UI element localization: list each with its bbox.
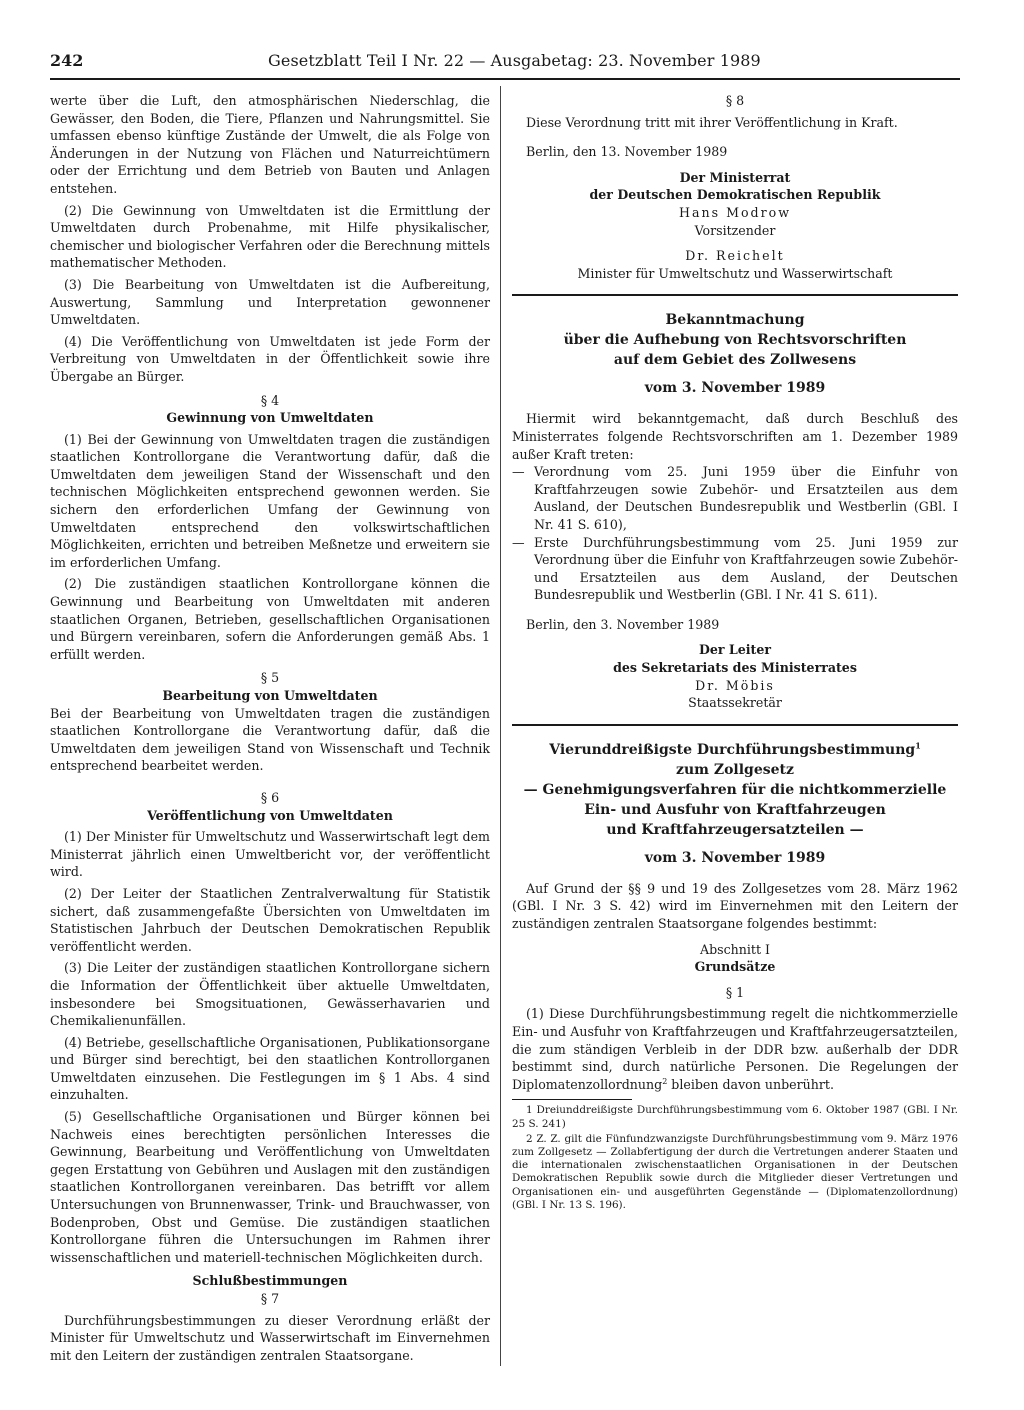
- section-title: Gewinnung von Umweltdaten: [166, 410, 374, 426]
- paragraph: (2) Die Gewinnung von Umweltdaten ist die Ermittlung der Umweltdaten durch Probenahme, mit Hilfe physikalischer, chemischer und biologischer Verfahren oder die Berechnung mittels mathematischer Methoden.: [50, 202, 490, 271]
- signatory-organ: des Sekretariats des Ministerrates: [613, 660, 857, 676]
- regulation-title: — Genehmigungsverfahren für die nichtkommerzielle: [523, 781, 947, 798]
- paragraph: (2) Der Leiter der Staatlichen Zentralverwaltung für Statistik sichert, daß zusammengefaßte Übersichten von Umweltdaten im Statistischen Jahrbuch der Deutschen Demokratischen Republik veröffentlicht werden.: [50, 885, 490, 954]
- signatory-organ: Der Leiter: [698, 642, 772, 658]
- announcement-title: über die Aufhebung von Rechtsvorschriften: [563, 332, 907, 349]
- section-number: § 6: [260, 789, 280, 805]
- paragraph: (3) Die Bearbeitung von Umweltdaten ist die Aufbereitung, Auswertung, Sammlung und Interpretation gewonnener Umweltdaten.: [50, 276, 490, 328]
- signatory-name: Dr. Möbis: [695, 677, 775, 693]
- paragraph: Hiermit wird bekanntgemacht, daß durch Beschluß des Ministerrates folgende Rechtsvorschriften am 1. Dezember 1989 außer Kraft treten:: [512, 411, 958, 462]
- signatory-organ: Der Ministerrat: [679, 169, 791, 185]
- section-rule: [512, 724, 958, 726]
- paragraph: (1) Bei der Gewinnung von Umweltdaten tragen die zuständigen staatlichen Kontrollorgane die Verantwortung dafür, daß die Umweltdaten dem jeweiligen Stand der Wissenschaft und den technischen Möglichkeiten entsprechend gewonnen werden. Sie sichern den erforderlichen Umfang der Gewinnung von Umweltdaten entsprechend den volkswirtschaftlichen Möglichkeiten, errichten und betreiben Meßnetze und erweitern sie im erforderlichen Umfang.: [50, 431, 490, 570]
- signatory-role: Minister für Umweltschutz und Wasserwirtschaft: [577, 265, 893, 281]
- place-date: Berlin, den 13. November 1989: [526, 144, 728, 160]
- regulation-title: und Kraftfahrzeugersatzteilen —: [606, 821, 864, 838]
- paragraph: Durchführungsbestimmungen zu dieser Verordnung erläßt der Minister für Umweltschutz und Wasserwirtschaft im Einvernehmen mit den Leitern der zuständigen zentralen Staatsorgane.: [50, 1312, 490, 1363]
- announcement-date: vom 3. November 1989: [644, 380, 826, 397]
- running-title: Gesetzblatt Teil I Nr. 22 — Ausgabetag: 23. November 1989: [268, 51, 761, 70]
- page-number: 242: [50, 51, 84, 70]
- paragraph: Diese Verordnung tritt mit ihrer Veröffentlichung in Kraft.: [526, 114, 898, 130]
- signatory-role: Vorsitzender: [694, 222, 776, 238]
- place-date: Berlin, den 3. November 1989: [526, 616, 720, 632]
- signatory-organ: der Deutschen Demokratischen Republik: [589, 187, 881, 203]
- section-title: Bearbeitung von Umweltdaten: [162, 688, 378, 703]
- page-header: [50, 48, 960, 80]
- paragraph: (2) Die zuständigen staatlichen Kontrollorgane können die Gewinnung und Bearbeitung von Umweltdaten mit anderen staatlichen Organen, Betrieben, gesellschaftlichen Organisationen und Bürgern vereinbaren, sofern die Anforderungen gemäß Abs. 1 erfüllt werden.: [50, 576, 490, 662]
- footnote: 1 Dreiunddreißigste Durchführungsbestimmung vom 6. Oktober 1987 (GBl. I Nr. 25 S. 241): [512, 1104, 958, 1130]
- regulation-title: zum Zollgesetz: [676, 761, 794, 778]
- section-number: § 1: [725, 984, 745, 1000]
- part-heading: Abschnitt I: [699, 941, 771, 957]
- section-number: § 5: [260, 670, 280, 686]
- paragraph: Bei der Bearbeitung von Umweltdaten tragen die zuständigen staatlichen Kontrollorgane die Verantwortung dafür, daß die Umweltdaten dem jeweiligen Stand von Wissenschaft und Technik entsprechend bearbeitet werden.: [50, 705, 490, 774]
- regulation-title: Vierunddreißigste Durchführungsbestimmung$^1$: [549, 740, 921, 758]
- section-number: § 7: [260, 1291, 280, 1306]
- paragraph: (4) Die Veröffentlichung von Umweltdaten ist jede Form der Verbreitung von Umweltdaten in der Öffentlichkeit sowie ihre Übergabe an Bürger.: [50, 333, 490, 384]
- final-provisions-heading: Schlußbestimmungen: [192, 1273, 348, 1289]
- signatory-role: Staatssekretär: [688, 695, 782, 711]
- section-rule: [512, 294, 958, 296]
- right-column: [512, 92, 958, 1212]
- repealed-list: [512, 463, 958, 604]
- signatory-name: Hans Modrow: [679, 204, 791, 220]
- paragraph: (1) Diese Durchführungsbestimmung regelt die nichtkommerzielle Ein- und Ausfuhr von Kraftfahrzeugen und Kraftfahrzeugersatzteilen, die zum ständigen Verbleib in der DDR bzw. außerhalb der DDR bestimmt sind, durch natürliche Personen. Die Regelungen der Diplomatenzollordnung$^2$ bleiben davon unberührt.: [512, 1006, 958, 1092]
- paragraph: Auf Grund der §§ 9 und 19 des Zollgesetzes vom 28. März 1962 (GBl. I Nr. 3 S. 42) wird im Einvernehmen mit den Leitern der zuständigen zentralen Staatsorgane folgendes bestimmt:: [512, 880, 958, 932]
- regulation-title: Ein- und Ausfuhr von Kraftfahrzeugen: [584, 801, 886, 818]
- footnote-rule: [512, 1099, 632, 1100]
- list-item: — Verordnung vom 25. Juni 1959 über die Einfuhr von Kraftfahrzeugen sowie Zubehör- und Ersatzteilen aus dem Ausland, der Deutschen Bundesrepublik und Westberlin (GBl. I Nr. 41 S. 610),: [512, 464, 958, 532]
- signatory-name: Dr. Reichelt: [685, 248, 785, 264]
- list-item: — Erste Durchführungsbestimmung vom 25. Juni 1959 zur Verordnung über die Einfuhr von Kraftfahrzeugen sowie Zubehör- und Ersatzteilen aus dem Ausland, der Deutschen Bundesrepublik und Westberlin (GBl. I Nr. 41 S. 611).: [512, 534, 958, 603]
- footnote: 2 Z. Z. gilt die Fünfundzwanzigste Durchführungsbestimmung vom 9. März 1976 zum Zollgesetz — Zollabfertigung der durch die Vertretungen anderer Staaten und die internationalen zwischenstaatlichen Organisationen in der Deutschen Demokratischen Republik sowie durch die Mitglieder dieser Vertretungen und Organisationen ein- und ausgeführten Gegenstände — (Diplomatenzollordnung) (GBl. I Nr. 13 S. 196).: [512, 1132, 958, 1211]
- paragraph: (3) Die Leiter der zuständigen staatlichen Kontrollorgane sichern die Information der Öffentlichkeit über aktuelle Umweltdaten, insbesondere bei Smogsituationen, Gewässerhavarien und Chemikalienunfällen.: [50, 960, 490, 1029]
- regulation-date: vom 3. November 1989: [644, 849, 826, 866]
- paragraph: (4) Betriebe, gesellschaftliche Organisationen, Publikationsorgane und Bürger sind berechtigt, bei den staatlichen Kontrollorganen Umweltdaten einzusehen. Die Festlegungen im § 1 Abs. 4 sind einzuhalten.: [50, 1034, 490, 1103]
- section-number: § 8: [725, 93, 745, 108]
- section-title: Veröffentlichung von Umweltdaten: [147, 807, 393, 823]
- paragraph: (1) Der Minister für Umweltschutz und Wasserwirtschaft legt dem Ministerrat jährlich einen Umweltbericht vor, der veröffentlicht wird.: [50, 829, 490, 880]
- left-column: [50, 92, 490, 1364]
- paragraph: (5) Gesellschaftliche Organisationen und Bürger können bei Nachweis eines berechtigten persönlichen Interesses die Gewinnung, Bearbeitung und Veröffentlichung von Umweltdaten gegen Erstattung von Gebühren und Auslagen mit den zuständigen staatlichen Kontrollorganen vereinbaren. Das betrifft vor allem Untersuchungen von Brunnenwasser, Trink- und Brauchwasser, von Bodenproben, Obst und Gemüse. Die zuständigen staatlichen Kontrollorgane führen die Untersuchungen im Rahmen ihrer wissenschaftlichen und materiell-technischen Möglichkeiten durch.: [50, 1109, 490, 1265]
- announcement-title: auf dem Gebiet des Zollwesens: [613, 352, 857, 369]
- part-title: Grundsätze: [694, 959, 776, 975]
- announcement-title: Bekanntmachung: [665, 312, 805, 329]
- paragraph-continuation: werte über die Luft, den atmosphärischen Niederschlag, die Gewässer, den Boden, die Tiere, Pflanzen und Nahrungsmittel. Sie umfassen ebenso künftige Zustände der Umwelt, die als Folge von Änderungen in der Nutzung von Flächen und Naturreichtümern oder der Errichtung und dem Betrieb von Bauten und Anlagen entstehen.: [50, 93, 490, 196]
- section-number: § 4: [260, 392, 280, 408]
- column-divider: [500, 86, 501, 1366]
